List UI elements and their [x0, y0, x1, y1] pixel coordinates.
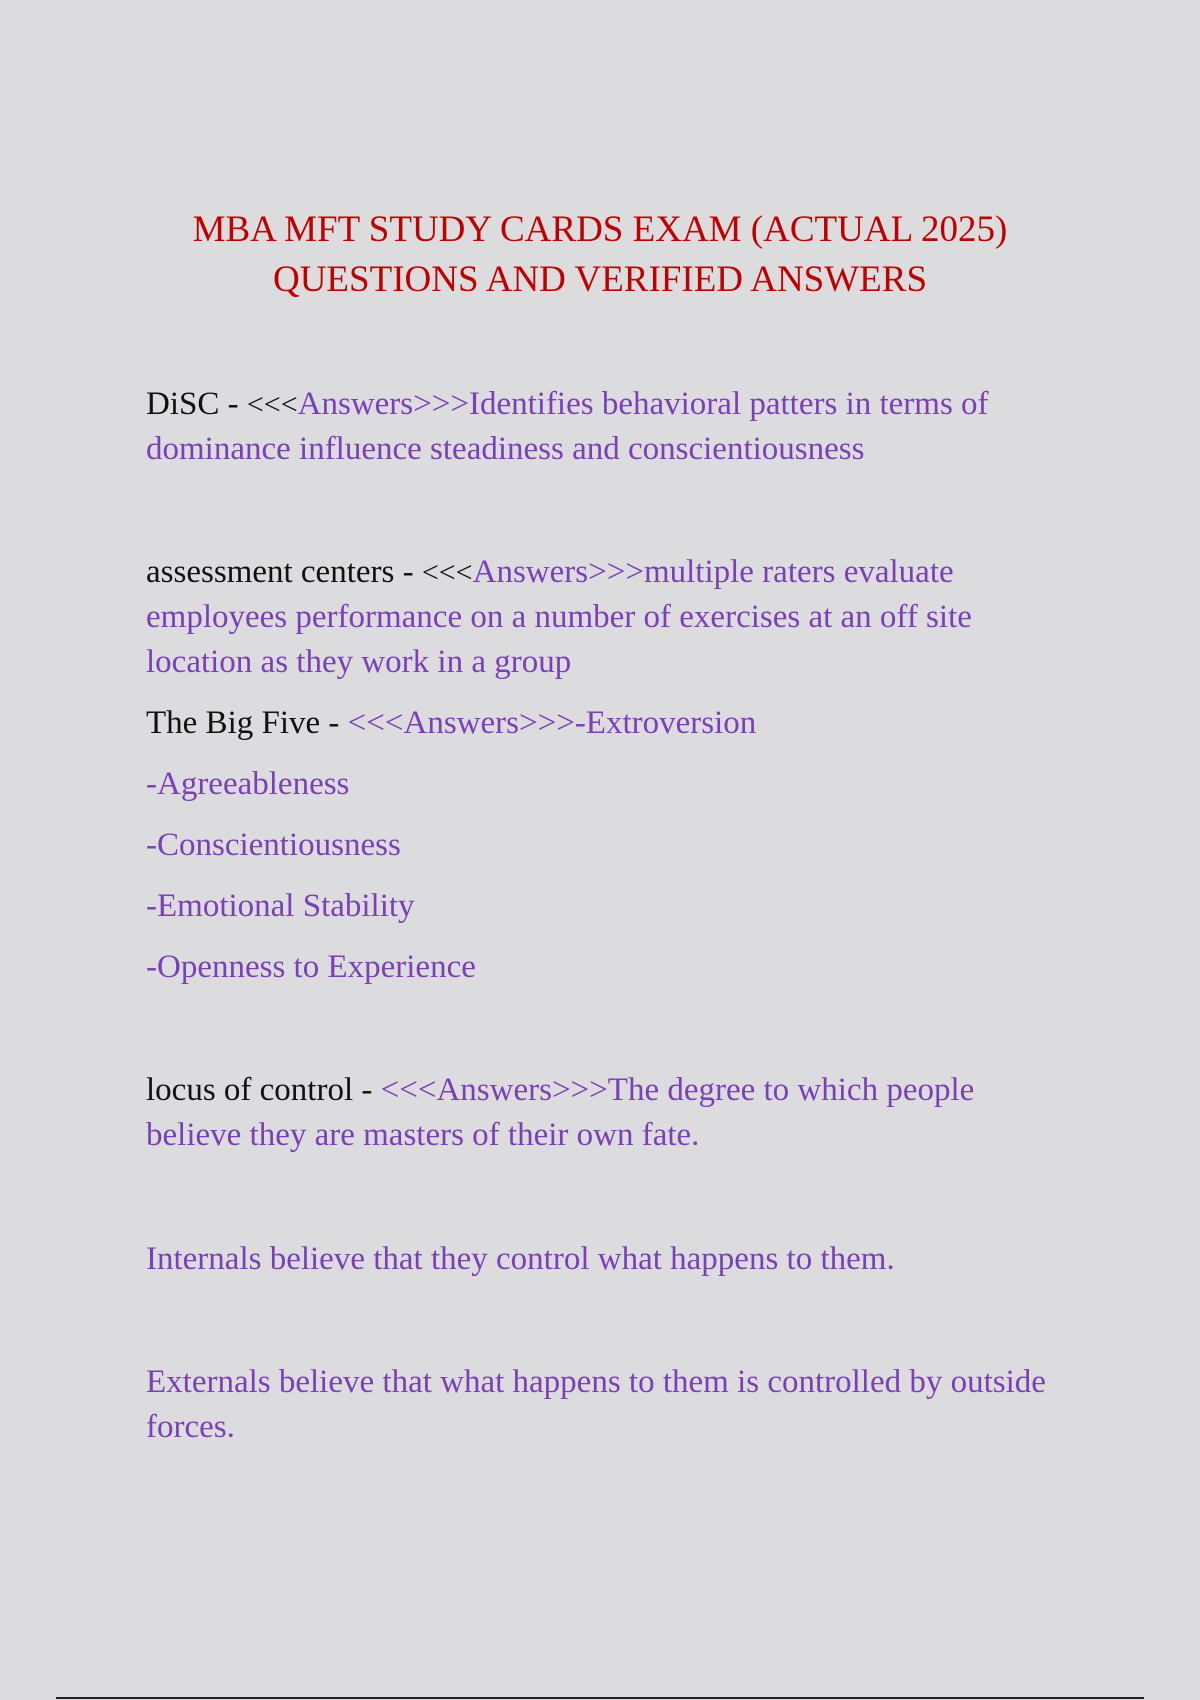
bottom-rule: [56, 1697, 1144, 1699]
answer-marker-open: <<<: [421, 556, 473, 589]
big-five-item: -Openness to Experience: [146, 949, 476, 985]
card-answer: The degree to which people believe they are masters of their own fate.: [146, 1072, 975, 1153]
answer-marker: <<<Answers>>>: [347, 705, 575, 741]
big-five-item: -Emotional Stability: [146, 888, 415, 924]
card-separator: -: [353, 1072, 381, 1108]
answer-marker-word: Answers: [297, 386, 414, 422]
card-separator: -: [219, 386, 247, 422]
card-term: DiSC: [146, 386, 220, 422]
card-assessment-centers: [146, 550, 1076, 685]
card-term: The Big Five: [146, 705, 321, 741]
big-five-item: -Agreeableness: [146, 766, 350, 802]
card-disc: [146, 382, 1076, 472]
answer-marker-open: <<<: [246, 388, 298, 421]
card-separator: -: [394, 554, 422, 590]
answer-marker-word: Answers: [472, 554, 589, 590]
title-line-1: MBA MFT STUDY CARDS EXAM (ACTUAL 2025): [192, 209, 1008, 250]
card-separator: -: [320, 705, 348, 741]
card-answer: multiple raters evaluate employees performance on a number of exercises at an off site location as they work in a group: [146, 554, 972, 680]
card-big-five: [146, 701, 1076, 746]
card-term: locus of control: [146, 1072, 354, 1108]
answer-marker: <<<Answers>>>: [380, 1072, 608, 1108]
answer-marker-close: >>>: [588, 554, 644, 590]
answer-marker-close: >>>: [413, 386, 469, 422]
card-answer: Identifies behavioral patters in terms of dominance influence steadiness and conscientiousness: [146, 386, 989, 467]
card-locus-of-control: [146, 1068, 1076, 1158]
card-answer-first: -Extroversion: [574, 705, 757, 741]
big-five-item: -Conscientiousness: [146, 827, 401, 863]
card-term: assessment centers: [146, 554, 395, 590]
document-title: [0, 205, 1200, 305]
locus-internals-note: Internals believe that they control what happens to them.: [146, 1241, 895, 1277]
locus-externals-note: Externals believe that what happens to them is controlled by outside forces.: [146, 1364, 1046, 1445]
title-line-2: QUESTIONS AND VERIFIED ANSWERS: [272, 259, 928, 300]
